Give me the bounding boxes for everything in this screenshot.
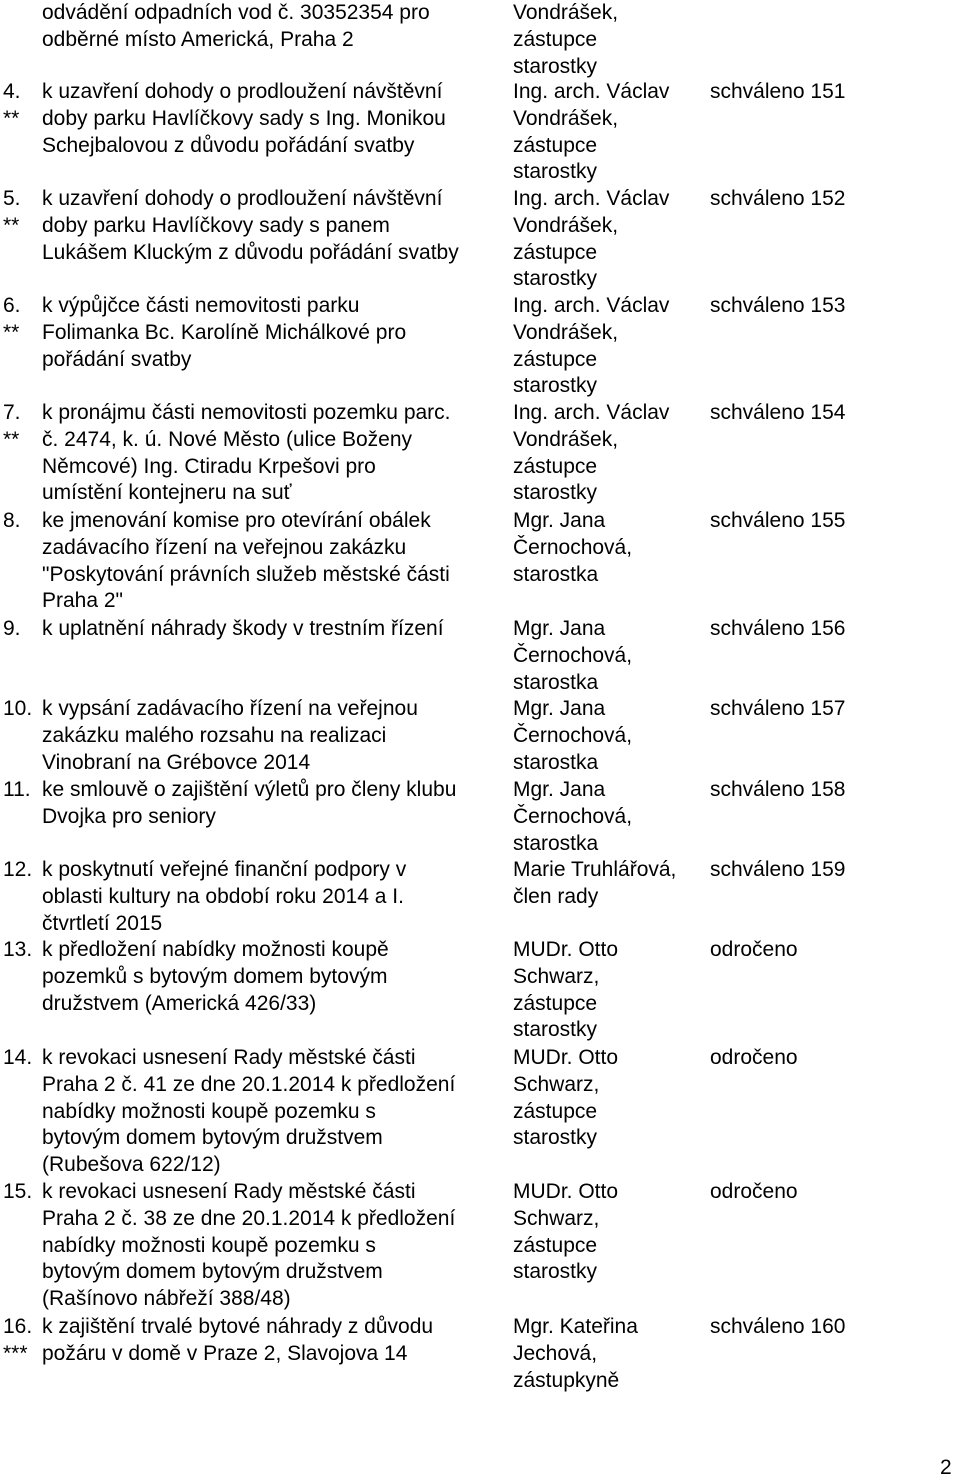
item-result: schváleno 158: [710, 778, 846, 801]
item-subject: k uplatnění náhrady škody v trestním řízení: [42, 617, 444, 640]
item-number: 8.: [3, 509, 21, 532]
item-subject: k pronájmu části nemovitosti pozemku parc. č. 2474, k. ú. Nové Město (ulice Boženy Němcové) Ing. Ctiradu Krpešovi pro umístění kontejneru na suť: [42, 401, 451, 505]
item-presenter: Mgr. Jana Černochová, starostka: [513, 617, 633, 694]
item-presenter: MUDr. Otto Schwarz, zástupce starostky: [513, 1180, 619, 1284]
item-number: 10.: [3, 697, 33, 720]
item-presenter: Vondrášek, zástupce starostky: [513, 1, 619, 78]
item-presenter: MUDr. Otto Schwarz, zástupce starostky: [513, 1046, 619, 1150]
item-presenter: Mgr. Jana Černochová, starostka: [513, 778, 633, 855]
item-presenter: MUDr. Otto Schwarz, zástupce starostky: [513, 938, 619, 1042]
item-subject: k uzavření dohody o prodloužení návštěvní doby parku Havlíčkovy sady s Ing. Monikou Schejbalovou z důvodu pořádání svatby: [42, 80, 446, 157]
item-presenter: Mgr. Kateřina Jechová, zástupkyně: [513, 1315, 638, 1392]
item-number: 9.: [3, 617, 21, 640]
item-presenter: Marie Truhlářová, člen rady: [513, 858, 677, 908]
item-result: odročeno: [710, 1180, 798, 1203]
item-number: 11.: [3, 778, 31, 801]
item-number: 5. **: [3, 187, 21, 237]
item-result: schváleno 159: [710, 858, 846, 881]
item-number: 16. ***: [3, 1315, 33, 1365]
item-subject: ke smlouvě o zajištění výletů pro členy klubu Dvojka pro seniory: [42, 778, 457, 828]
item-presenter: Mgr. Jana Černochová, starostka: [513, 697, 633, 774]
item-subject: k revokaci usnesení Rady městské části Praha 2 č. 38 ze dne 20.1.2014 k předložení nabídky možnosti koupě pozemku s bytovým domem bytovým družstvem (Rašínovo nábřeží 388/48): [42, 1180, 456, 1311]
item-presenter: Mgr. Jana Černochová, starostka: [513, 509, 633, 586]
item-presenter: Ing. arch. Václav Vondrášek, zástupce starostky: [513, 294, 670, 398]
item-subject: ke jmenování komise pro otevírání obálek zadávacího řízení na veřejnou zakázku "Poskytování právních služeb městské části Praha 2": [42, 509, 450, 613]
item-number: 12.: [3, 858, 33, 881]
item-result: schváleno 160: [710, 1315, 846, 1338]
item-result: schváleno 154: [710, 401, 846, 424]
item-subject: k výpůjčce části nemovitosti parku Folimanka Bc. Karolíně Michálkové pro pořádání svatby: [42, 294, 407, 371]
item-number: 4. **: [3, 80, 21, 130]
item-subject: k zajištění trvalé bytové náhrady z důvodu požáru v domě v Praze 2, Slavojova 14: [42, 1315, 434, 1365]
item-subject: odvádění odpadních vod č. 30352354 pro odběrné místo Americká, Praha 2: [42, 1, 430, 51]
page-number: 2: [940, 1456, 952, 1479]
item-subject: k poskytnutí veřejné finanční podpory v oblasti kultury na období roku 2014 a I. čtvrtletí 2015: [42, 858, 407, 935]
item-result: odročeno: [710, 1046, 798, 1069]
item-presenter: Ing. arch. Václav Vondrášek, zástupce starostky: [513, 80, 670, 184]
item-result: schváleno 151: [710, 80, 846, 103]
item-subject: k předložení nabídky možnosti koupě pozemků s bytovým domem bytovým družstvem (Americká 426/33): [42, 938, 389, 1015]
item-result: schváleno 153: [710, 294, 846, 317]
item-subject: k vypsání zadávacího řízení na veřejnou zakázku malého rozsahu na realizaci Vinobraní na Grébovce 2014: [42, 697, 418, 774]
item-presenter: Ing. arch. Václav Vondrášek, zástupce starostky: [513, 401, 670, 505]
item-number: 6. **: [3, 294, 21, 344]
item-number: 14.: [3, 1046, 33, 1069]
item-subject: k uzavření dohody o prodloužení návštěvní doby parku Havlíčkovy sady s panem Lukášem Kluckým z důvodu pořádání svatby: [42, 187, 459, 264]
item-result: schváleno 157: [710, 697, 846, 720]
item-subject: k revokaci usnesení Rady městské části Praha 2 č. 41 ze dne 20.1.2014 k předložení nabídky možnosti koupě pozemku s bytovým domem bytovým družstvem (Rubešova 622/12): [42, 1046, 456, 1177]
item-result: odročeno: [710, 938, 798, 961]
item-result: schváleno 152: [710, 187, 846, 210]
item-number: 13.: [3, 938, 33, 961]
item-number: 15.: [3, 1180, 33, 1203]
item-presenter: Ing. arch. Václav Vondrášek, zástupce starostky: [513, 187, 670, 291]
item-result: schváleno 156: [710, 617, 846, 640]
item-number: 7. **: [3, 401, 21, 451]
item-result: schváleno 155: [710, 509, 846, 532]
